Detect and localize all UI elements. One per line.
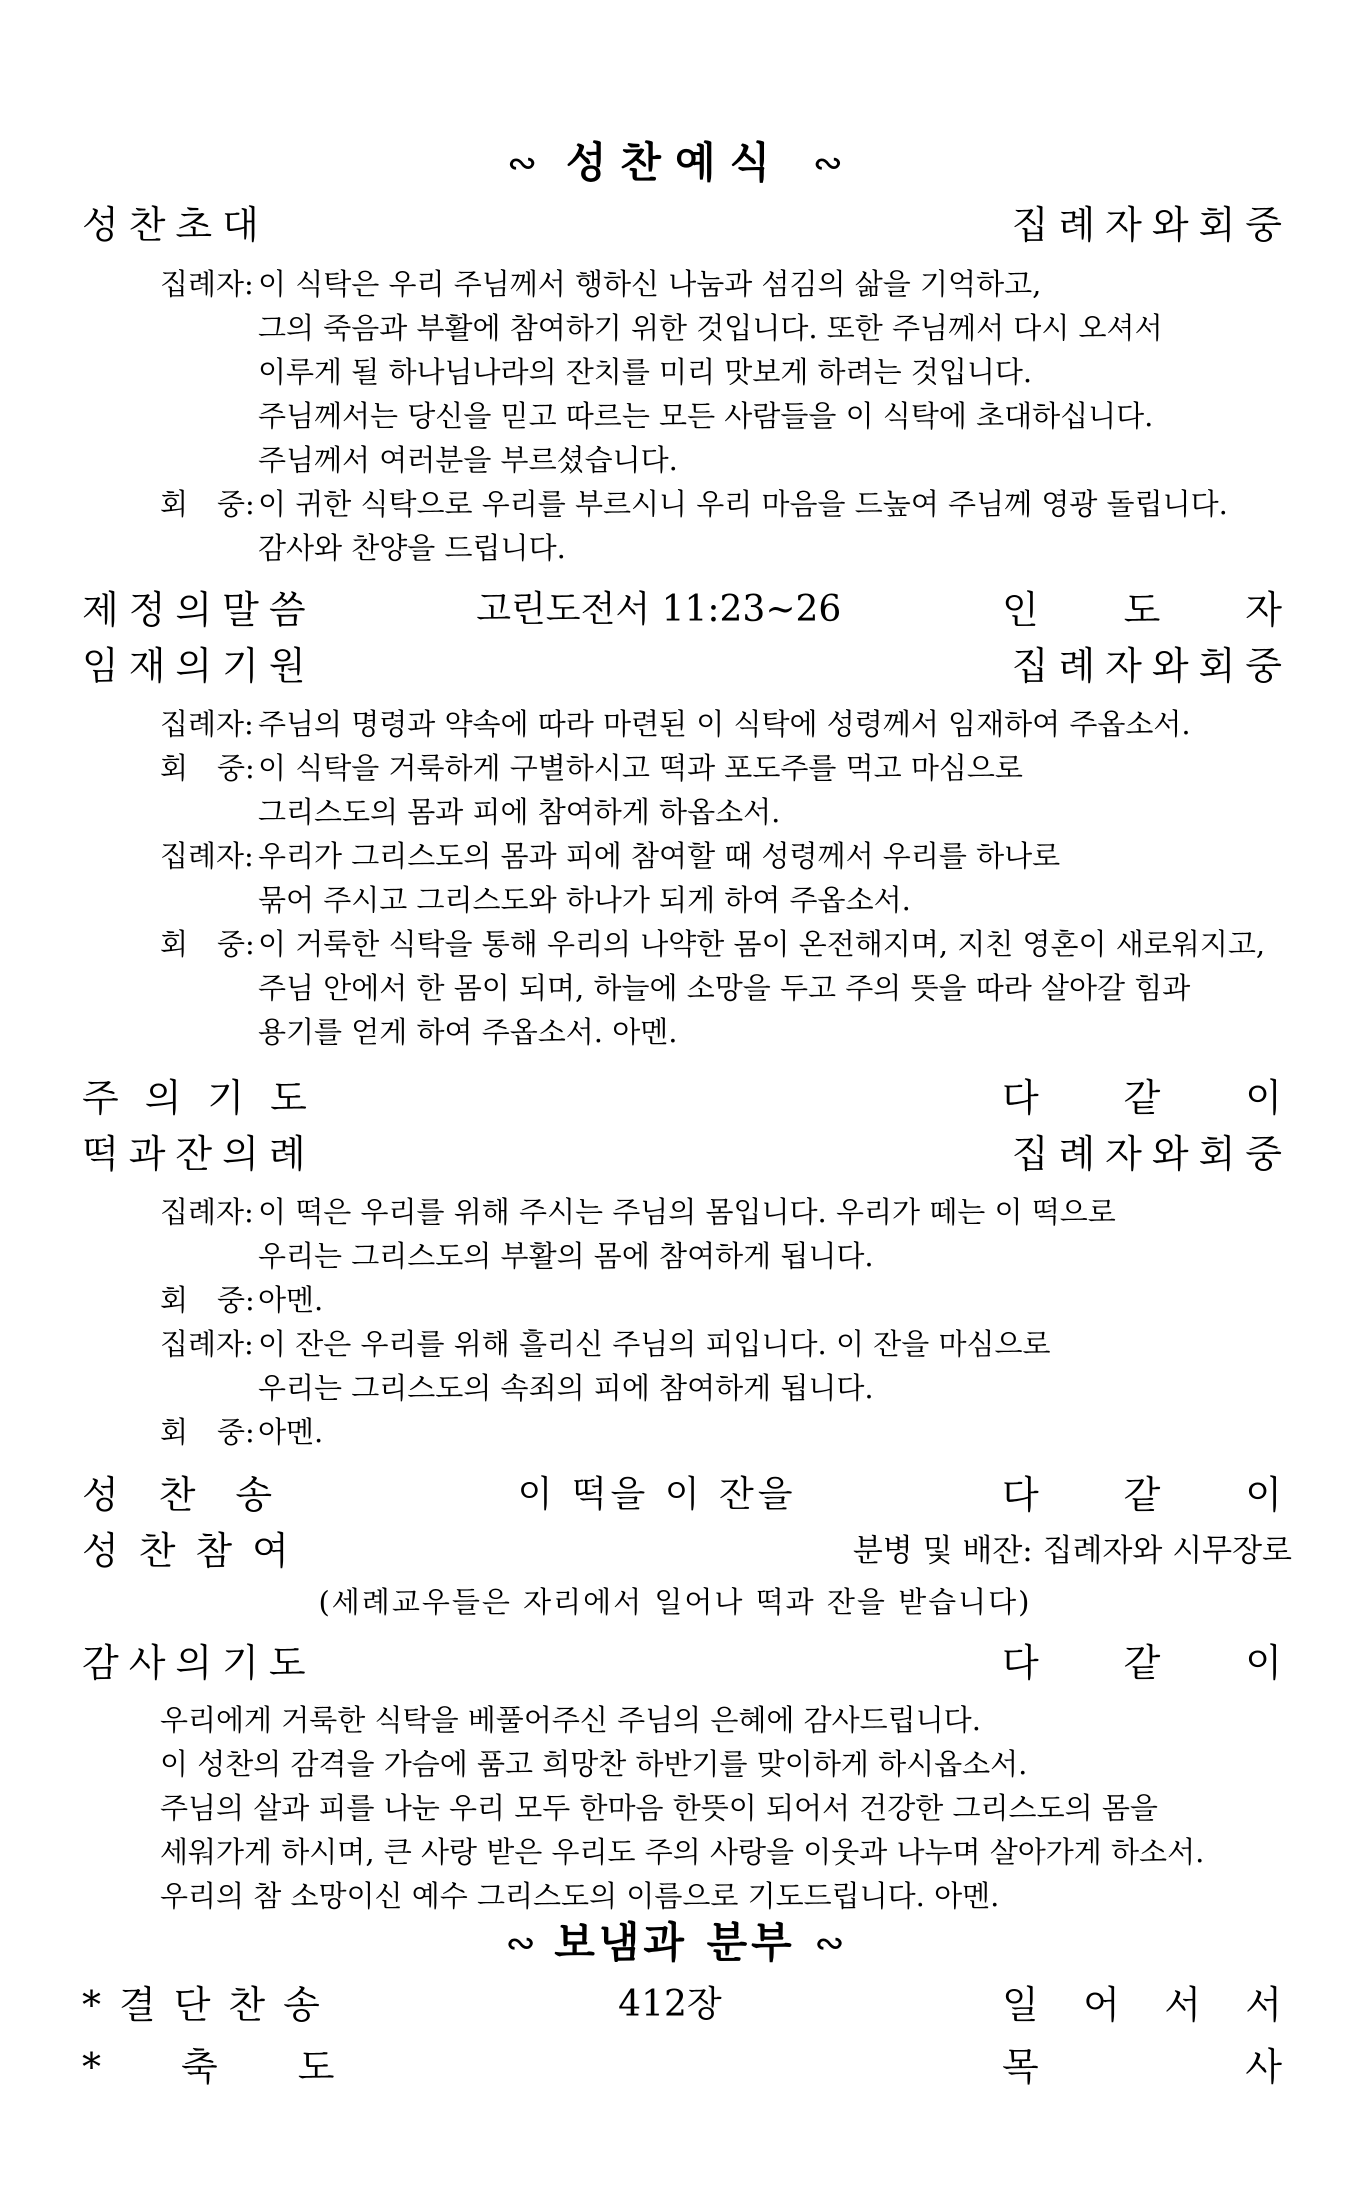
leader-dots — [343, 1073, 992, 1123]
order-item-epiclesis — [82, 641, 1292, 691]
posture-char: 서 — [1245, 1983, 1292, 2027]
distribution-note: 분병 및 배잔: 집례자와 시무장로 — [852, 1533, 1292, 1569]
liturgy-invitation — [160, 262, 1310, 570]
liturgy-line: 이 떡은 우리를 위해 주시는 주님의 몸입니다. 우리가 떼는 이 떡으로 — [258, 1195, 1116, 1229]
speaker-label: 집례자: — [160, 839, 254, 873]
liturgy-epiclesis — [160, 702, 1310, 1054]
liturgy-bread-and-cup — [160, 1190, 1310, 1454]
order-item-closing-hymn — [82, 1980, 1292, 2030]
order-item-leader — [1002, 1470, 1292, 1520]
order-item-label: 떡과잔의례 — [82, 1132, 316, 1176]
speaker-label: 회 중: — [160, 927, 255, 961]
order-item-words-of-institution — [82, 585, 1292, 635]
order-item-label: 제정의말씀 — [82, 588, 316, 632]
leader-char: 이 — [1245, 1076, 1292, 1120]
leader-char: 목 — [1002, 2045, 1049, 2089]
liturgy-line: 이 잔은 우리를 위해 흘리신 주님의 피입니다. 이 잔을 마심으로 — [258, 1327, 1051, 1361]
thanksgiving-prayer-text — [160, 1698, 1310, 1918]
leader-dots — [326, 1129, 1002, 1179]
section-title-sending — [0, 1918, 1350, 1969]
order-item-benediction — [82, 2042, 1292, 2092]
posture-char: 어 — [1083, 1983, 1130, 2027]
leader-dots — [326, 585, 467, 635]
order-item-leader: 집례자와회중 — [1011, 203, 1292, 247]
section-title-text: 보냄과 분부 — [554, 1918, 796, 1967]
liturgy-line: 이 거룩한 식탁을 통해 우리의 나약한 몸이 온전해지며, 지친 영혼이 새로워지고, — [258, 927, 1266, 961]
liturgy-line: 그리스도의 몸과 피에 참여하게 하옵소서. — [258, 795, 781, 829]
liturgy-line: 이 식탁은 우리 주님께서 행하신 나눔과 섬김의 삶을 기억하고, — [258, 267, 1042, 301]
liturgy-line: 묶어 주시고 그리스도와 하나가 되게 하여 주옵소서. — [258, 883, 911, 917]
leader-char: 다 — [1002, 1641, 1049, 1685]
leader-dots — [424, 2042, 992, 2092]
liturgy-line: 우리는 그리스도의 부활의 몸에 참여하게 됩니다. — [258, 1239, 874, 1273]
leader-char: 같 — [1123, 1473, 1171, 1517]
speaker-label: 회 중: — [160, 487, 255, 521]
posture-char: 일 — [1002, 1983, 1049, 2027]
leader-char: 이 — [1245, 1641, 1292, 1685]
leader-char: 다 — [1002, 1076, 1049, 1120]
participation-note: (세례교우들은 자리에서 일어나 떡과 잔을 받습니다) — [318, 1585, 1032, 1619]
leader-char: 사 — [1245, 2045, 1292, 2089]
liturgy-line: 우리가 그리스도의 몸과 피에 참여할 때 성령께서 우리를 하나로 — [258, 839, 1061, 873]
order-item-invitation — [82, 200, 1292, 250]
order-item-label: 성찬송 — [82, 1473, 313, 1517]
leader-dots — [279, 200, 1002, 250]
liturgy-line: 용기를 얻게 하여 주옵소서. 아멘. — [258, 1015, 678, 1049]
ornament-left-icon: ∾ — [507, 143, 538, 184]
leader-dots — [326, 1638, 992, 1688]
order-item-leader: 집례자와회중 — [1011, 1132, 1292, 1176]
order-item-label: 주의기도 — [82, 1076, 333, 1120]
leader-dots — [851, 585, 992, 635]
section-title-communion — [0, 138, 1350, 189]
leader-char: 인 — [1002, 588, 1049, 632]
speaker-label: 회 중: — [160, 1415, 255, 1449]
leader-char: 같 — [1123, 1641, 1171, 1685]
leader-char: 도 — [1123, 588, 1171, 632]
order-item-communion-participation — [82, 1526, 1292, 1576]
leader-dots — [732, 1980, 992, 2030]
liturgy-line: 주님께서 여러분을 부르셨습니다. — [258, 443, 678, 477]
liturgy-line: 그의 죽음과 부활에 참여하기 위한 것입니다. 또한 주님께서 다시 오셔서 — [258, 311, 1163, 345]
speaker-label: 회 중: — [160, 1283, 255, 1317]
order-item-label: 감사의기도 — [82, 1641, 316, 1685]
speaker-label: 집례자: — [160, 267, 254, 301]
ornament-right-icon: ∾ — [814, 1923, 845, 1964]
order-item-leader: 집례자와회중 — [1011, 644, 1292, 688]
liturgy-line: 이루게 될 하나님나라의 잔치를 미리 맛보게 하려는 것입니다. — [258, 355, 1033, 389]
hymn-title: 이 떡을 이 잔을 — [517, 1474, 797, 1515]
scripture-reference: 고린도전서 11:23~26 — [476, 589, 842, 630]
order-item-leader — [1002, 2042, 1292, 2092]
leader-char: 자 — [1245, 588, 1292, 632]
liturgy-line: 주님께서는 당신을 믿고 따르는 모든 사람들을 이 식탁에 초대하십니다. — [258, 399, 1154, 433]
order-item-label: *결단찬송 — [82, 1983, 338, 2027]
liturgy-line: 아멘. — [258, 1415, 324, 1449]
order-item-label: 임재의기원 — [82, 644, 316, 688]
leader-dots — [319, 1526, 843, 1576]
liturgy-line: 이 귀한 식탁으로 우리를 부르시니 우리 마음을 드높여 주님께 영광 돌립니다. — [258, 487, 1228, 521]
prayer-line: 세워가게 하시며, 큰 사랑 받은 우리도 주의 사랑을 이웃과 나누며 살아가게 하소서. — [160, 1835, 1205, 1869]
order-item-label: 성찬참여 — [82, 1529, 309, 1573]
prayer-line: 우리에게 거룩한 식탁을 베풀어주신 주님의 은혜에 감사드립니다. — [160, 1703, 981, 1737]
speaker-label: 집례자: — [160, 1327, 254, 1361]
leader-char: 다 — [1002, 1473, 1049, 1517]
liturgy-line: 주님의 명령과 약속에 따라 마련된 이 식탁에 성령께서 임재하여 주옵소서. — [258, 707, 1191, 741]
ornament-left-icon: ∾ — [505, 1923, 536, 1964]
speaker-label: 집례자: — [160, 1195, 254, 1229]
order-item-leader — [1002, 1073, 1292, 1123]
order-item-bread-and-cup — [82, 1129, 1292, 1179]
order-item-leader — [1002, 1638, 1292, 1688]
liturgy-line: 우리는 그리스도의 속죄의 피에 참여하게 됩니다. — [258, 1371, 874, 1405]
order-item-thanksgiving-prayer — [82, 1638, 1292, 1688]
liturgy-line: 이 식탁을 거룩하게 구별하시고 떡과 포도주를 먹고 마심으로 — [258, 751, 1023, 785]
ornament-right-icon: ∾ — [812, 143, 843, 184]
section-title-text: 성찬예식 — [565, 138, 785, 187]
posture-char: 서 — [1164, 1983, 1211, 2027]
liturgy-line: 주님 안에서 한 몸이 되며, 하늘에 소망을 두고 주의 뜻을 따라 살아갈 힘과 — [258, 971, 1191, 1005]
prayer-line: 주님의 살과 피를 나눈 우리 모두 한마음 한뜻이 되어서 건강한 그리스도의 몸을 — [160, 1791, 1158, 1825]
order-item-communion-hymn — [82, 1470, 1292, 1520]
leader-char: 이 — [1245, 1473, 1292, 1517]
order-item-lords-prayer — [82, 1073, 1292, 1123]
speaker-label: 회 중: — [160, 751, 255, 785]
order-item-leader — [1002, 585, 1292, 635]
leader-dots — [807, 1470, 992, 1520]
leader-dots — [322, 1470, 507, 1520]
prayer-line: 이 성찬의 감격을 가슴에 품고 희망찬 하반기를 맞이하게 하시옵소서. — [160, 1747, 1028, 1781]
liturgy-line: 아멘. — [258, 1283, 324, 1317]
leader-dots — [348, 1980, 608, 2030]
leader-char: 같 — [1123, 1076, 1171, 1120]
order-item-label: 성찬초대 — [82, 203, 269, 247]
leader-dots — [326, 641, 1002, 691]
prayer-line: 우리의 참 소망이신 예수 그리스도의 이름으로 기도드립니다. 아멘. — [160, 1879, 1000, 1913]
speaker-label: 집례자: — [160, 707, 254, 741]
order-item-label: *축도 — [82, 2045, 415, 2089]
order-item-posture — [1002, 1980, 1292, 2030]
hymn-number: 412장 — [618, 1984, 722, 2025]
liturgy-line: 감사와 찬양을 드립니다. — [258, 531, 566, 565]
